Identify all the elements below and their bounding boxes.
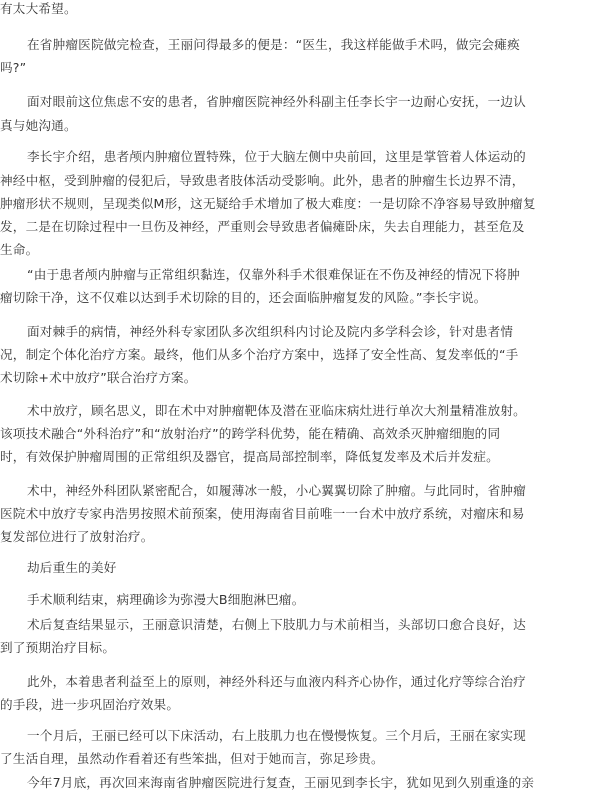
text-line: 真与她沟通。 xyxy=(0,118,77,133)
text-line: 劫后重生的美好 xyxy=(27,560,117,575)
text-line: 面对眼前这位焦虑不安的患者，省肿瘤医院神经外科副主任李长宇一边耐心安抚，一边认 xyxy=(27,94,526,109)
text-line: 发，二是在切除过程中一旦伤及神经，严重则会导致患者偏瘫卧床，失去自理能力，甚至危及 xyxy=(0,219,525,234)
text-line: 的手段，进一步巩固治疗效果。 xyxy=(0,697,180,712)
text-line: 到了预期治疗目标。 xyxy=(0,640,116,655)
text-line: 在省肿瘤医院做完检查，王丽问得最多的便是：“医生，我这样能做手术吗，做完会瘫痪 xyxy=(27,37,520,52)
text-line: 复发部位进行了放射治疗。 xyxy=(0,529,154,544)
text-line: 生命。 xyxy=(0,242,39,257)
text-line: 李长宇介绍，患者颅内肿瘤位置特殊，位于大脑左侧中央前回，这里是掌管着人体运动的 xyxy=(27,149,526,164)
text-line: 术中，神经外科团队紧密配合，如履薄冰一般，小心翼翼切除了肿瘤。与此同时，省肿瘤 xyxy=(27,483,526,498)
text-line: 面对棘手的病情，神经外科专家团队多次组织科内讨论及院内多学科会诊，针对患者情 xyxy=(27,324,514,339)
text-line: 神经中枢，受到肿瘤的侵犯后，导致患者肢体活动受影响。此外，患者的肿瘤生长边界不清， xyxy=(0,173,525,188)
text-line: 时，有效保护肿瘤周围的正常组织及器官，提高局部控制率，降低复发率及术后并发症。 xyxy=(0,449,499,464)
text-line: 该项技术融合“外科治疗”和“放射治疗”的跨学科优势，能在精确、高效杀灭肿瘤细胞的同 xyxy=(0,426,501,441)
text-line: 术后复查结果显示，王丽意识清楚，右侧上下肢肌力与术前相当，头部切口愈合良好，达 xyxy=(27,617,526,632)
text-line: “由于患者颅内肿瘤与正常组织黏连，仅靠外科手术很难保证在不伤及神经的情况下将肿 xyxy=(27,267,520,282)
text-line: 术中放疗，顾名思义，即在术中对肿瘤靶体及潜在亚临床病灶进行单次大剂量精准放射。 xyxy=(27,403,526,418)
text-line: 此外，本着患者利益至上的原则，神经外科还与血液内科齐心协作，通过化疗等综合治疗 xyxy=(27,674,526,689)
text-line: 一个月后，王丽已经可以下床活动，右上肢肌力也在慢慢恢复。三个月后，王丽在家实现 xyxy=(27,728,526,743)
text-line: 有太大希望。 xyxy=(0,1,77,16)
text-line: 况，制定个体化治疗方案。最终，他们从多个治疗方案中，选择了安全性高、复发率低的“手 xyxy=(0,347,519,362)
text-line: 医院术中放疗专家冉浩男按照术前预案，使用海南省目前唯一一台术中放疗系统，对瘤床和易 xyxy=(0,506,525,521)
text-line: 了生活自理，虽然动作看着还有些笨拙，但对于她而言，弥足珍贵。 xyxy=(0,751,384,766)
text-line: 瘤切除干净，这不仅难以达到手术切除的目的，还会面临肿瘤复发的风险。”李长宇说。 xyxy=(0,290,487,305)
text-line: 术切除+术中放疗”联合治疗方案。 xyxy=(0,370,197,385)
text-line: 今年7月底，再次回来海南省肿瘤医院进行复查，王丽见到李长宇，犹如见到久别重逢的亲 xyxy=(27,775,535,790)
text-line: 肿瘤形状不规则，呈现类似M形，这无疑给手术增加了极大难度：一是切除不净容易导致肿瘤复 xyxy=(0,196,536,211)
text-line: 吗?” xyxy=(0,60,27,75)
text-line: 手术顺利结束，病理确诊为弥漫大B细胞淋巴瘤。 xyxy=(27,592,305,607)
